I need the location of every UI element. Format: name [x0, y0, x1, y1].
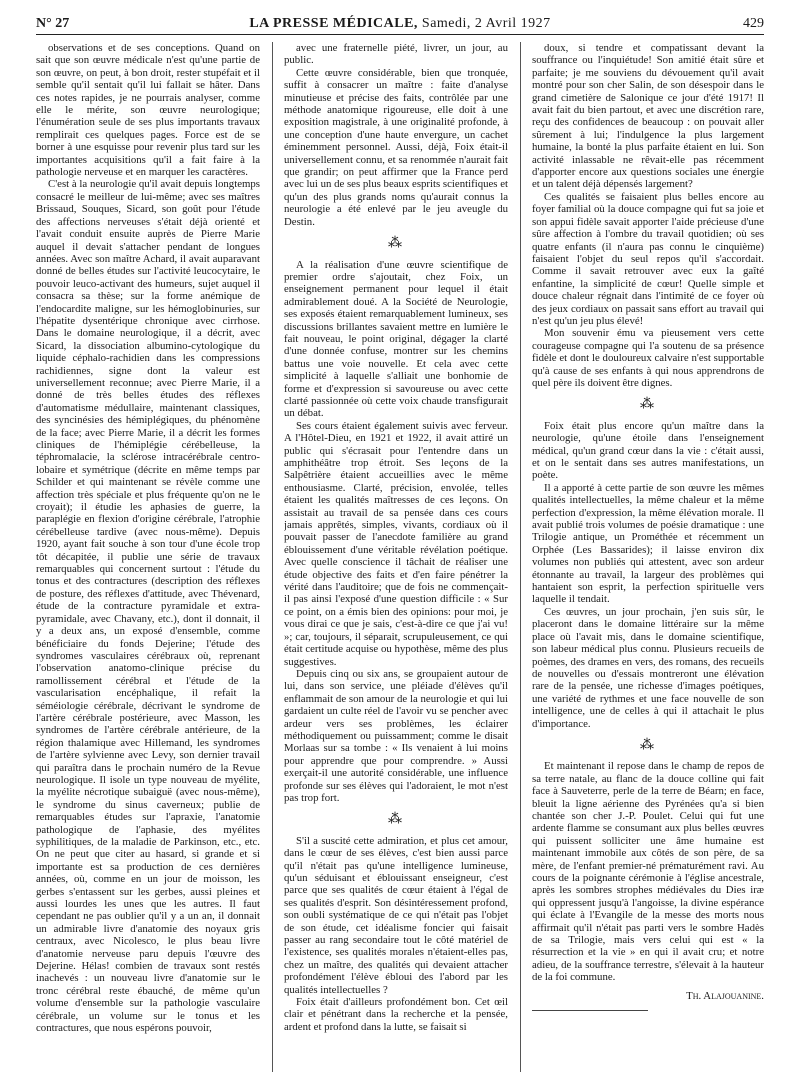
section-separator: ⁂	[388, 236, 404, 252]
paragraph: Depuis cinq ou six ans, se groupaient autour de lui, dans son service, une pléiade d'élèves qu'il enflammait de son amour de la neurologie et qui lui gardaient un culte réel de l'avoir vu se pencher avec ardeur vers ses problèmes, les éclairer méthodiquement ou puissamment; comme le disait Morlaas sur sa tombe : « Ils venaient à lui moins pour apprendre que pour comprendre. » Aussi exerçait-il une autorité considérable, une influence profonde sur ses élèves qui l'adoraient, le mot n'est pas trop fort.	[284, 667, 508, 804]
paragraph: Ces qualités se faisaient plus belles encore au foyer familial où la douce compagne qui fut sa joie et son appui fidèle savait apporter l'aide précieuse d'une sûre affection à l'ombre du travail quotidien; où ses quatre enfants (il n'aura pas connu le cinquième) faisaient l'objet du seul repos qu'il s'accordait. Comme il savait retrouver avec eux la gaîté enfantine, la simplicité de cœur! Quelle simple et douce chaleur régnait dans l'intimité de ce foyer où des jeux cordiaux on passait sans effort au travail qui n'est qu'un jeu plus élevé!	[532, 190, 764, 327]
paragraph: Cette œuvre considérable, bien que tronquée, suffit à consacrer un maître : faite d'analyse minutieuse et précise des faits, contrôlée par une méthode anatomique rigoureuse, elle doit à une exposition magistrale, à une originalité profonde, à une conception d'une haute envergure, un cachet éminemment personnel. Aussi, déjà, Foix était-il universellement connu, et sa renommée n'aurait fait que grandir; on peut affirmer que la France perd avec lui un de ses plus beaux esprits scientifiques et qu'un des plus grands noms qu'aurait connus la neurologie a été enlevé par le jeu aveugle du Destin.	[284, 66, 508, 228]
page-header	[36, 14, 764, 36]
journal-title	[36, 16, 764, 32]
page-number: 429	[743, 16, 764, 31]
paragraph: Foix était plus encore qu'un maître dans la neurologie, qu'une étoile dans l'enseignement médical, qu'un grand cœur dans la vie : c'était aussi, et on le sentait dans ses autres manifestations, un poète.	[532, 419, 764, 482]
journal-name: LA PRESSE MÉDICALE,	[249, 16, 418, 31]
paragraph: doux, si tendre et compatissant devant la souffrance ou l'inquiétude! Son amitié était sûre et parfaite; je me souviens du dévouement qu'il avait montré pour son cher Salin, de son désespoir dans le grand cimetière de Salonique ce jour d'été 1917! Il avait fait du bien partout, et avec une discrétion rare, reçu des confidences de beaucoup : on pouvait aller sûrement à lui; l'indulgence la plus largement humaine, la bonté la plus parfaite étaient en lui. Son activité inlassable ne rêvait-elle pas récemment d'apporter encore aux questions sociales une énergie et un talent déjà dépensés largement?	[532, 42, 764, 191]
column-2	[284, 42, 508, 1072]
column-divider	[520, 42, 521, 1072]
paragraph: C'est à la neurologie qu'il avait depuis longtemps consacré le meilleur de lui-même; avec ses maîtres Brissaud, Souques, Sicard, son goût pour l'étude des affections nerveuses s'était déjà orienté et l'avait conduit ensuite auprès de Pierre Marie auquel il devait s'attacher pendant de longues années. Avec son maître Achard, il avait auparavant donné de belles études sur l'activité leucocytaire, le pouvoir leuco-activant des humeurs, sujet auquel il consacra sa thèse; sur la forme anémique de l'endocardite maligne, sur les hémoglobinuries, sur l'hépatite dysentérique chronique avec cirrhose. Dans le domaine neurologique, il a décrit, avec Sicard, la dissociation albumino-cytologique du liquide céphalo-rachidien dans les compressions rachidiennes, signe dont la valeur est universellement reconnue; avec Pierre Marie, il a donné de très belles études des réflexes d'automatisme médullaire, maintenant classiques, des syncinésies des hémiplégiques, du phénomène de la face; avec Pierre Marie, il a décrit les formes cliniques de l'hémiplégie cérébelleuse, la téphromalacie, la sclérose intracérébrale centro-lobaire et symétrique (décrite en même temps par Schilder et qui maintenant se révèle comme une affection très spéciale et plus fréquente qu'on ne le croyait); il étudie les aphasies de guerre, la paraplégie en flexion d'origine cérébrale, l'atrophie cérébelleuse tardive (avec nous-même). Depuis 1920, ayant fait souche à son tour d'une école trop tôt décapitée, il publie une série de travaux remarquables qui concernent surtout : l'étude du tonus et des contractures (description des réflexes de posture, des réflexes d'attitude, avec Thévenard, étude de la contracture pyramidale et extra-pyramidale, avec Chavany, etc.), dont il donnait, il y a deux ans, un exposé d'ensemble, comme bénéficiaire du fonds Dejerine; l'étude des syndromes vasculaires cérébraux où, reprenant l'observation anatomo-clinique précise du ramollissement cérébral et l'étude de la vascularisation encéphalique, il refait la séméiologie cérébrale, décrivant le syndrome de l'artère cérébrale postérieure, avec Masson, les syndromes de l'artère cérébrale antérieure, de la région thalamique avec Hillemand, les syndromes de l'artère sylvienne avec Levy, son dernier travail qui paraîtra dans le prochain numéro de la Revue neurologique. Il isole un type nouveau de myélite, la myélite nécrotique subaiguë (avec nous-même), le syndrome du sinus caverneux; publie de remarquables études sur l'apraxie, l'anatomie pathologique de l'aphasie, des myélites syphilitiques, de la maladie de Parkinson, etc., etc. On ne peut que citer au hasard, si grande et si importante est sa production de ces dernières années, où, comme en un jour de moisson, les gerbes s'entassent sur les gerbes, aussi pleines et aussi lourdes les unes que les autres. Il faut cependant ne pas oublier qu'il y a un an, il donnait un admirable livre d'anatomie des noyaux gris centraux, avec Nicolesco, le plus beau livre d'anatomie nerveuse paru depuis l'œuvre des Dejerine. Hélas! combien de travaux sont restés inachevés : un nouveau livre d'anatomie sur le tronc cérébral reste ébauché, de même qu'un volume d'ensemble sur la pathologie vasculaire cérébrale, un volume sur le tonus et les contractures, que nous espérons pouvoir,	[36, 178, 260, 1035]
paragraph: S'il a suscité cette admiration, et plus cet amour, dans le cœur de ses élèves, c'est bien aussi parce qu'il n'était pas qu'une intelligence lumineuse, qu'un séduisant et éblouissant enseigneur, c'est parce que ses qualités de cœur étaient à l'égal de ses qualités d'esprit. Son désintéressement profond, son oubli systématique de ce qui n'était pas l'objet de son étude, cet idéalisme foncier qui faisait passer au rang secondaire tout le côté matériel de l'existence, ses qualités morales n'étaient-elles pas, chez un maître, des qualités qui devaient attacher profondément l'élève ébloui des l'abord par les qualités intellectuelles ?	[284, 834, 508, 996]
header-rule	[36, 34, 764, 35]
section-separator: ⁂	[640, 737, 656, 753]
column-3	[532, 42, 764, 1072]
closing-rule	[532, 1010, 648, 1011]
column-divider	[272, 42, 273, 1072]
paragraph: A la réalisation d'une œuvre scientifique de premier ordre s'ajoutait, chez Foix, un enseignement permanent pour lequel il était admirablement doué. A la Société de Neurologie, ses exposés étaient remarquablement lumineux, ses discussions brillantes savaient mettre en lumière le fait nouveau, le point original, dégager la clarté d'une donnée confuse, montrer sur les chemins battus une voie nouvelle. Et cela avec cette simplicité à laquelle s'alliait une bonhomie de forme et d'expression si savoureuse ou avec cette clarté passionnée où cette voix chaude transfigurait un débat.	[284, 258, 508, 420]
paragraph: avec une fraternelle piété, livrer, un jour, au public.	[284, 42, 508, 67]
column-1	[36, 42, 260, 1072]
paragraph: Mon souvenir ému va pieusement vers cette courageuse compagne qui l'a soutenu de sa présence fidèle et dont le douloureux calvaire n'est supportable qu'à cause de ses enfants à qui nous apprendrons de quel père ils doivent être dignes.	[532, 327, 764, 389]
paragraph: Il a apporté à cette partie de son œuvre les mêmes qualités intellectuelles, la même chaleur et la même perfection d'expression, la même élévation morale. Il avait publié trois volumes de poésie dramatique : une Trilogie antique, un Prométhée et récemment un Orphée (Les Bassarides); il laisse environ dix volumes non publiés qui attestent, avec son ardeur étonnante au travail, la largeur des problèmes qui hantaient son esprit, la perfection spirituelle vers laquelle il tendait.	[532, 481, 764, 606]
paragraph: Et maintenant il repose dans le champ de repos de sa terre natale, au flanc de la douce colline qui fait face à Sauveterre, perle de la terre de Béarn; en face, bleuit la ligne aérienne des Pyrénées qu'a si bien chantée son cher J.-P. Poulet. Celui qui fut une ardente flamme se consumant aux plus belles œuvres qui puissent solliciter une âme humaine est maintenant immobile aux côtés de son père, de sa mère, de l'enfant premier-né prématurément ravi. Au cours de la poignante cérémonie à l'église ancestrale, après les sombres strophes médiévales du Dies iræ qui oppressent jusqu'à l'angoisse, la divine espérance qui éclate à l'Evangile de la messe des morts nous affirmait qu'il n'était pas parti vers le sombre Hadès de sa Trilogie, mais vers celui qui est « la résurrection et la vie » en qui il avait cru; et notre adieu, de la souffrance terrestre, s'élevait à la hauteur de la foi commune.	[532, 760, 764, 984]
issue-number: N° 27	[36, 16, 70, 31]
paragraph: Ces œuvres, un jour prochain, j'en suis sûr, le placeront dans le domaine littéraire sur la même place où l'avait mis, dans le domaine scientifique, son labeur médical plus connu. Plusieurs recueils de poèmes, des drames en vers, des romans, des recueils de nouvelles ou d'essais montreront une élévation rare de la pensée, une richesse d'images poétiques, une variété de rythmes et une face nouvelle de son intelligence, une de celles à qui il attachait le plus d'importance.	[532, 605, 764, 730]
author-signature: Th. Alajouanine.	[686, 989, 764, 1002]
issue-date: Samedi, 2 Avril 1927	[421, 16, 551, 31]
paragraph: observations et de ses conceptions. Quand on sait que son œuvre médicale n'est qu'une partie de son œuvre, on peut, à bon droit, rester stupéfait et il semble qu'il sentait qu'il lui fallait se hâter. Dans ces notes rapides, je ne pourrais analyser, comme elle le mérite, son œuvre neurologique; l'énumération seule de ses plus importants travaux remplirait ces quelques pages. Force est de se borner à une esquisse pour revenir plus tard sur les importantes acquisitions qu'il a fait faire à la pathologie nerveuse et en marquer les caractères.	[36, 42, 260, 179]
section-separator: ⁂	[640, 397, 656, 413]
paragraph: Foix était d'ailleurs profondément bon. Cet œil clair et pénétrant dans la recherche et la pensée, ardent et profond dans la lutte, se faisait si	[284, 996, 508, 1033]
paragraph: Ses cours étaient également suivis avec ferveur. A l'Hôtel-Dieu, en 1921 et 1922, il avait attiré un public qui s'écrasait pour l'entendre dans un amphithéâtre trop étroit. Ses leçons de la Salpêtrière étaient accueillies avec le même enthousiasme. Clarté, précision, envolée, telles étaient les qualités maîtresses de ces leçons. On assistait au travail de sa pensée dans ces cours jamais apprêtés, simples, vivants, cordiaux où il pouvait passer de l'anecdote familière au grand éblouissement d'une véritable révélation poétique. Avec quelle conscience il tâchait de réaliser une étude objective des faits et d'en faire pénétrer la vérité dans l'auditoire; que de fois ne commençait-il pas ainsi l'exposé d'une question difficile : « Sur ce point, on a émis bien des opinions: pour moi, je vous dirai ce que je sais, c'est-à-dire ce que j'ai vu! »; car, toujours, il séparait, scrupuleusement, ce qui était certitude acquise ou hypothèse, même des plus suggestives.	[284, 419, 508, 668]
section-separator: ⁂	[388, 812, 404, 828]
